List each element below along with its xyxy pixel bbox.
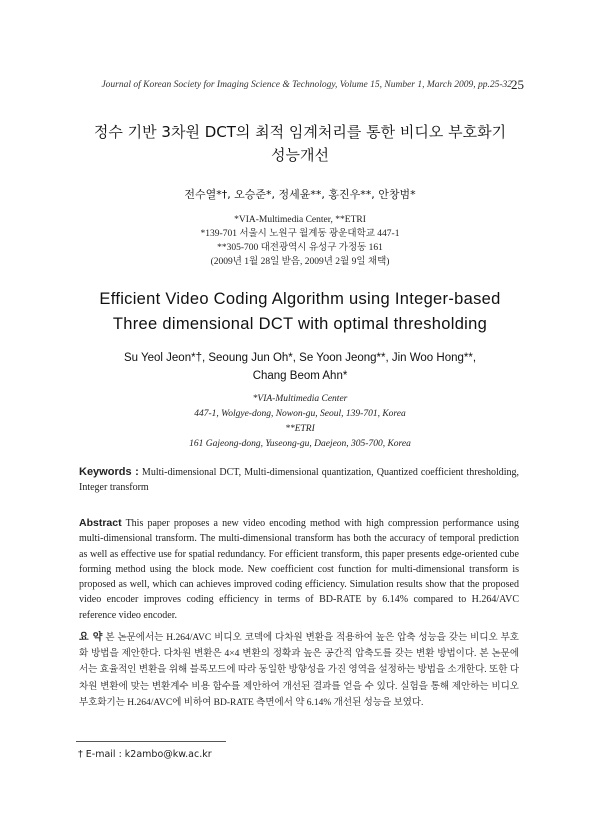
abstract xyxy=(79,516,519,623)
english-title-line2: Three dimensional DCT with optimal thresholding xyxy=(112,315,488,333)
journal-header: Journal of Korean Society for Imaging Science & Technology, Volume 15, Number 1, March 2009, pp.25-32 xyxy=(101,80,512,90)
korean-affiliation-line: *139-701 서울시 노원구 월계동 광운대학교 447-1 xyxy=(200,229,400,239)
footnote-email: † E-mail : k2ambo@kw.ac.kr xyxy=(78,749,212,760)
korean-affiliations xyxy=(0,213,600,269)
english-affiliation-line: 161 Gajeong-dong, Yuseong-gu, Daejeon, 305-700, Korea xyxy=(189,439,411,449)
english-affiliation-line: 447-1, Wolgye-dong, Nowon-gu, Seoul, 139-701, Korea xyxy=(194,409,406,419)
english-affiliation-line: *VIA-Multimedia Center xyxy=(252,394,348,404)
english-affiliation-line: **ETRI xyxy=(285,424,315,434)
english-title xyxy=(0,287,600,337)
korean-affiliation-line: **305-700 대전광역시 유성구 가정동 161 xyxy=(217,243,383,253)
korean-affiliation-line: *VIA-Multimedia Center, **ETRI xyxy=(234,215,366,225)
english-authors xyxy=(0,349,600,385)
english-title-line1: Efficient Video Coding Algorithm using Integer-based xyxy=(99,290,501,308)
keywords-text: Multi-dimensional DCT, Multi-dimensional quantization, Quantized coefficient thresholding, Integer transform xyxy=(79,467,519,493)
page-number: 25 xyxy=(511,77,524,92)
korean-title xyxy=(0,121,600,167)
abstract-text: This paper proposes a new video encoding method with high compression performance using multi-dimensional transform. The multi-dimensional transform has both the accuracy of temporal prediction as well as effective use for spatial redundancy. For efficient transform, this paper presents edge-oriented cube forming method using the block mode. New coefficient cost function for multi-dimensional transform is proposed as well, which can achieves improved coding efficiency. Simulation results show that the proposed video encoder improves coding efficiency in terms of BD-RATE by 6.14% compared to H.264/AVC reference video encoder. xyxy=(79,518,519,621)
korean-abstract xyxy=(79,630,519,711)
footnote-divider xyxy=(76,741,226,742)
korean-affiliation-line: (2009년 1월 28일 받음, 2009년 2월 9일 채택) xyxy=(210,257,390,267)
keywords xyxy=(79,465,519,495)
english-authors-line2: Chang Beom Ahn* xyxy=(252,370,348,382)
korean-authors: 전수열*†, 오승준*, 정세윤**, 홍진우**, 안창범* xyxy=(184,188,416,201)
keywords-label: Keywords : xyxy=(79,466,139,478)
korean-title-line2: 성능개선 xyxy=(271,146,329,164)
korean-title-line1: 정수 기반 3차원 DCT의 최적 임계처리를 통한 비디오 부호화기 xyxy=(93,123,507,141)
abstract-label: Abstract xyxy=(79,517,122,529)
korean-abstract-label: 요 약 xyxy=(79,632,103,643)
english-affiliations xyxy=(0,392,600,452)
korean-abstract-text: 본 논문에서는 H.264/AVC 비디오 코덱에 다차원 변환을 적용하여 높은 압축 성능을 갖는 비디오 부호화 방법을 제안한다. 다차원 변환은 4×4 변환의 정확과 높은 공간적 압축도를 갖는 변환 방법이다. 본 논문에서는 효율적인 변환을 위해 블록모드에 따라 동일한 방향성을 가진 영역을 설정하는 방법을 소개한다. 또한 다차원 변환에 맞는 변환계수 비용 함수를 제안하여 개선된 결과를 얻을 수 있다. 실험을 통해 제안하는 비디오 부호화기는 H.264/AVC에 비하여 BD-RATE 측면에서 약 6.14% 개선된 성능을 보였다. xyxy=(79,633,519,708)
english-authors-line1: Su Yeol Jeon*†, Seoung Jun Oh*, Se Yoon Jeong**, Jin Woo Hong**, xyxy=(123,352,477,364)
